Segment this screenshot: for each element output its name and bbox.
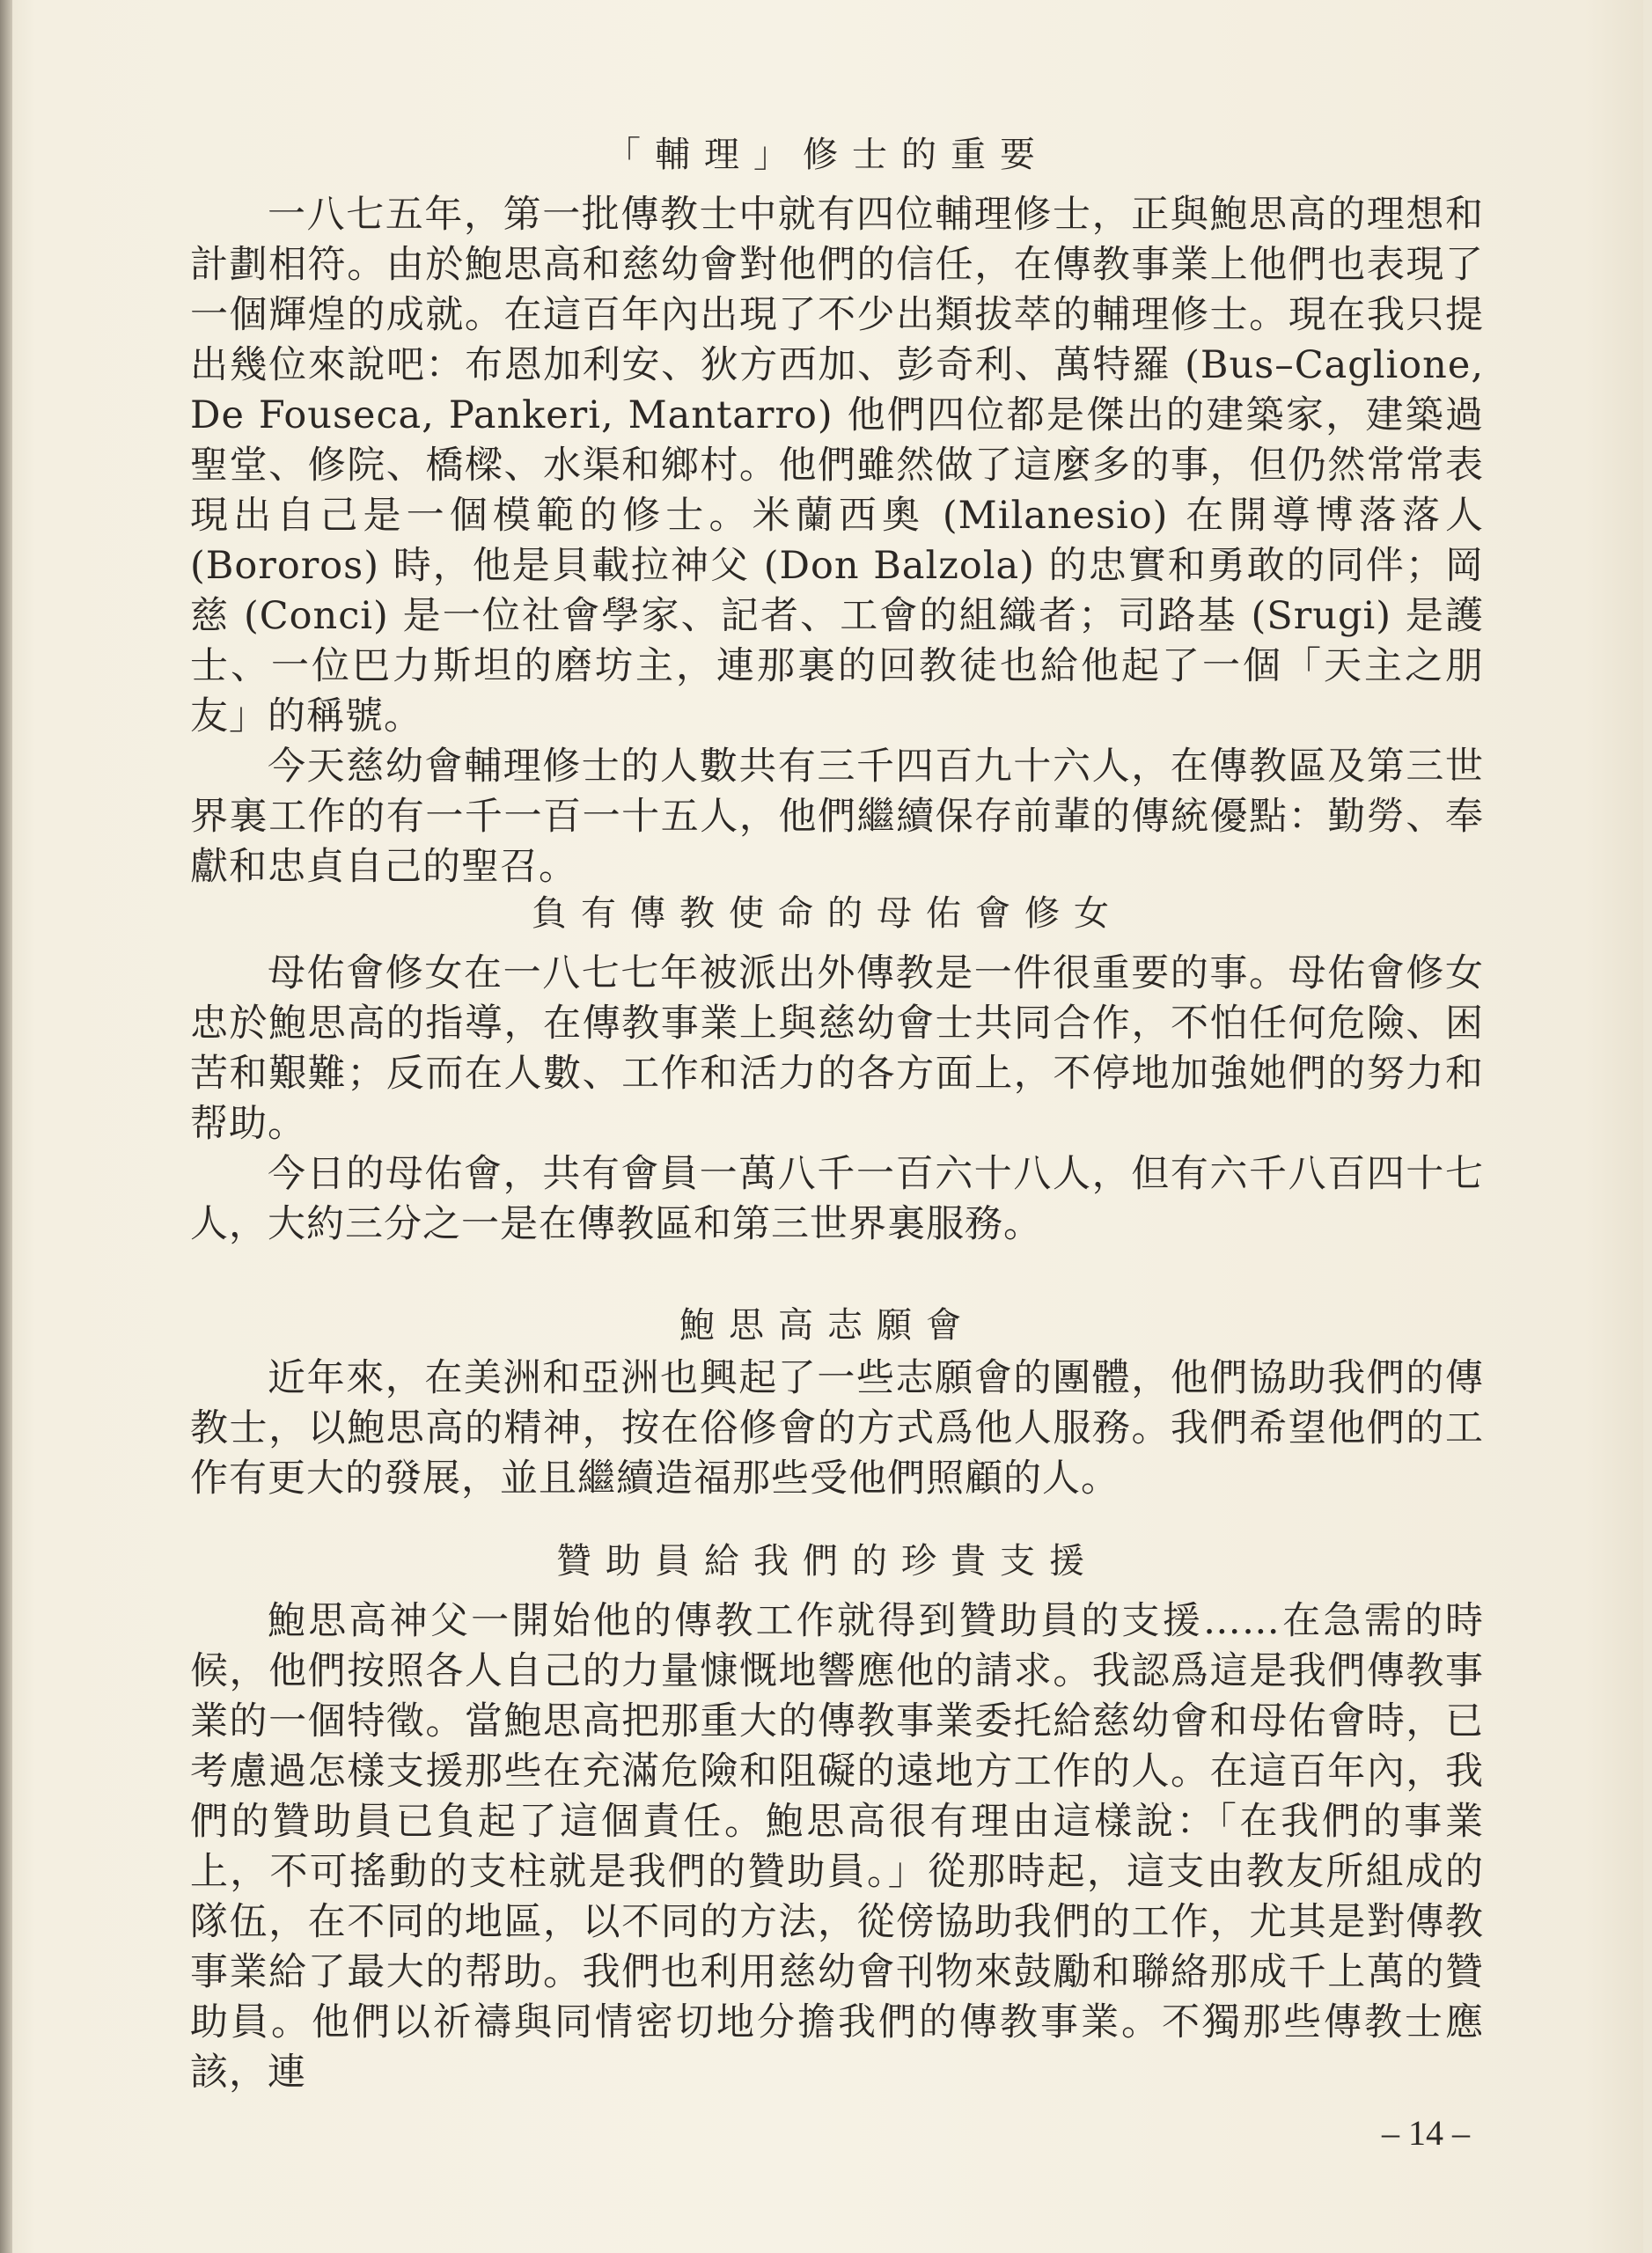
section-heading-cooperators: 贊助員給我們的珍貴支援 — [556, 1541, 1098, 1582]
section-heading-lay-brothers: 「輔理」修士的重要 — [606, 135, 1049, 175]
page-right-edge — [1643, 0, 1652, 2253]
paragraph: 今天慈幼會輔理修士的人數共有三千四百九十六人，在傳教區及第三世界裏工作的有一千一百一十五人，他們繼續保存前輩的傳統優點：勤勞、奉獻和忠貞自己的聖召。 — [190, 745, 1484, 889]
section-heading-missionary-sisters: 負有傳教使命的母佑會修女 — [532, 893, 1123, 934]
paragraph: 近年來，在美洲和亞洲也興起了一些志願會的團體，他們協助我們的傳教士，以鮑思高的精神，按在俗修會的方式爲他人服務。我們希望他們的工作有更大的發展，並且繼續造福那些受他們照顧的人。 — [190, 1356, 1484, 1501]
section-body-missionary-sisters — [190, 949, 1484, 1250]
paragraph: 今日的母佑會，共有會員一萬八千一百六十八人，但有六千八百四十七人，大約三分之一是在傳教區和第三世界裏服務。 — [190, 1152, 1484, 1246]
paragraph: 母佑會修女在一八七七年被派出外傳教是一件很重要的事。母佑會修女忠於鮑思高的指導，在傳教事業上與慈幼會士共同合作，不怕任何危險、困苦和艱難；反而在人數、工作和活力的各方面上，不停地加強她們的努力和帮助。 — [190, 951, 1484, 1146]
section-body-volunteers — [190, 1354, 1484, 1504]
section-body-cooperators — [190, 1596, 1484, 2098]
page-number: – 14 – — [1382, 2113, 1470, 2153]
page-binding-edge — [0, 0, 12, 2253]
paragraph: 鮑思高神父一開始他的傳教工作就得到贊助員的支援……在急需的時候，他們按照各人自己的力量慷慨地響應他的請求。我認爲這是我們傳教事業的一個特徵。當鮑思高把那重大的傳教事業委托給慈幼會和母佑會時，已考慮過怎樣支援那些在充滿危險和阻礙的遠地方工作的人。在這百年內，我們的贊助員已負起了這個責任。鮑思高很有理由這樣說：「在我們的事業上，不可搖動的支柱就是我們的贊助員。」從那時起，這支由教友所組成的隊伍，在不同的地區，以不同的方法，從傍協助我們的工作，尤其是對傳教事業給了最大的帮助。我們也利用慈幼會刊物來鼓勵和聯絡那成千上萬的贊助員。他們以祈禱與同情密切地分擔我們的傳教事業。不獨那些傳教士應該，連 — [190, 1599, 1484, 2095]
section-body-lay-brothers — [190, 190, 1484, 892]
section-heading-volunteers: 鮑思高志願會 — [679, 1305, 975, 1346]
paragraph: 一八七五年，第一批傳教士中就有四位輔理修士，正與鮑思高的理想和計劃相符。由於鮑思高和慈幼會對他們的信任，在傳教事業上他們也表現了一個輝煌的成就。在這百年內出現了不少出類拔萃的輔理修士。現在我只提出幾位來說吧：布恩加利安、狄方西加、彭奇利、萬特羅 (Bus–Caglione, De Fouseca, Pankeri, Mantarro) 他們四位都是傑出的建築家，建築過聖堂、修院、橋樑、水渠和鄉村。他們雖然做了這麼多的事，但仍然常常表現出自己是一個模範的修士。米蘭西奧 (Milanesio) 在開導博落落人 (Bororos) 時，他是貝載拉神父 (Don Balzola) 的忠實和勇敢的同伴；岡慈 (Conci) 是一位社會學家、記者、工會的組織者；司路基 (Srugi) 是護士、一位巴力斯坦的磨坊主，連那裏的回教徒也給他起了一個「天主之朋友」的稱號。 — [190, 193, 1484, 738]
